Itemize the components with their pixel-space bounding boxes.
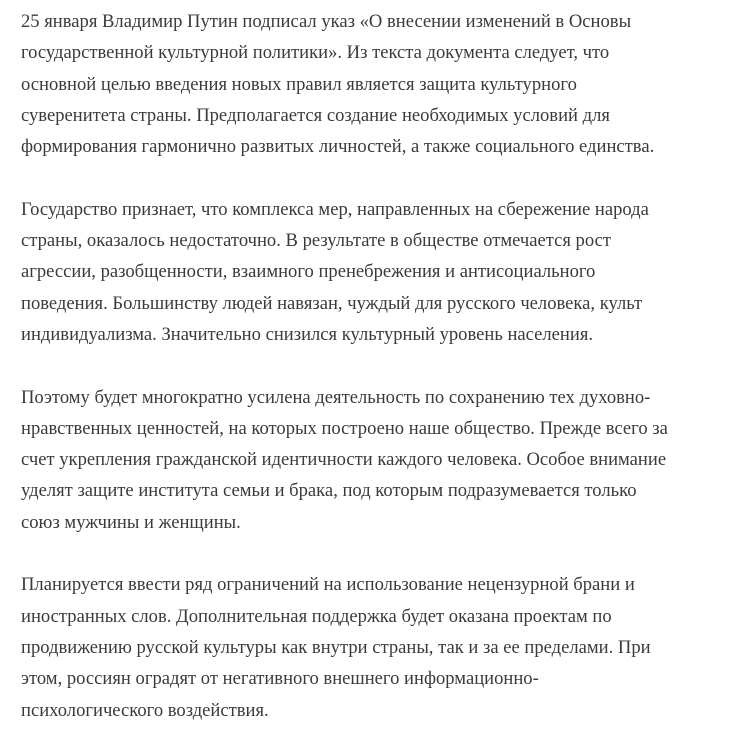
article-paragraph-3: Поэтому будет многократно усилена деятельность по сохранению тех духовно- нравственных ценностей, на которых построено наше общество. Прежде всего за счет укрепления гражданской идентичности каждого человека. Особое внимание уделят защите института семьи и брака, под которым подразумевается только союз мужчины и женщины.	[21, 386, 668, 533]
article-paragraph-4: Планируется ввести ряд ограничений на использование нецензурной брани и иностранных слов. Дополнительная поддержка будет оказана проектам по продвижению русской культуры как внутри страны, так и за ее пределами. При этом, россиян оградят от негативного внешнего информационно- психологического воздействия.	[21, 574, 651, 721]
article-paragraph-1: 25 января Владимир Путин подписал указ «О внесении изменений в Основы государственной культурной политики». Из текста документа следует, что основной целью введения новых правил является защита культурного суверенитета страны. Предполагается создание необходимых условий для формирования гармонично развитых личностей, а также социального единства.	[21, 11, 655, 158]
article-paragraph-2: Государство признает, что комплекса мер, направленных на сбережение народа страны, оказалось недостаточно. В результате в обществе отмечается рост агрессии, разобщенности, взаимного пренебрежения и антисоциального поведения. Большинству людей навязан, чуждый для русского человека, культ индивидуализма. Значительно снизился культурный уровень населения.	[21, 198, 649, 345]
